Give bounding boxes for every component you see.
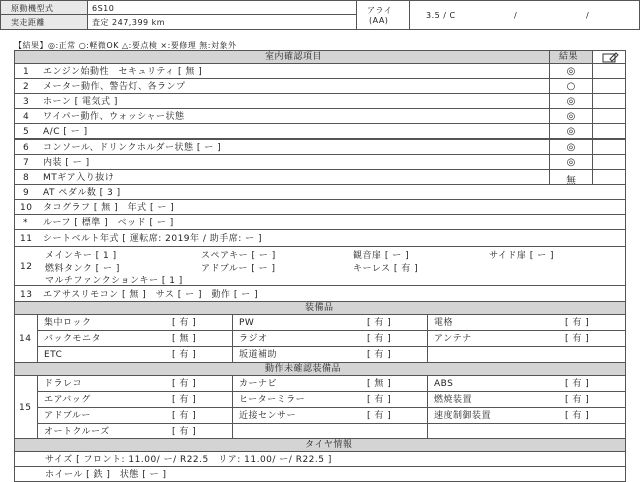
equipment-name: ラジオ: [239, 334, 268, 344]
equipment-value: [ 有 ]: [172, 350, 197, 360]
equipment-cell: [427, 391, 626, 408]
inspection-row: [14, 154, 550, 170]
unconfirmed-no-cell: [14, 375, 38, 439]
keyless: キーレス [ 有 ]: [353, 264, 419, 274]
row-label: 内装 [ ー ]: [43, 157, 90, 168]
equipment-cell: [37, 330, 233, 347]
inspection-row: [14, 169, 550, 185]
inspection-title-cell: [14, 50, 550, 64]
unconfirmed-title-cell: [14, 362, 626, 376]
unconfirmed-title: 動作未確認装備品: [265, 364, 342, 374]
row-no: 3: [23, 97, 30, 108]
row-11: [14, 229, 626, 247]
door-kannon: 観音扉 [ ー ]: [353, 251, 410, 261]
equipment-name: 近接センサー: [239, 411, 297, 421]
equipment-cell: [37, 407, 233, 424]
row-no: 12: [20, 262, 33, 272]
equipment-cell: [232, 330, 428, 347]
equipment-cell: [37, 314, 233, 331]
row-9: [14, 184, 626, 200]
equipment-cell: [427, 375, 626, 392]
result-mark: ◎: [566, 141, 576, 153]
equipment-name: 速度制御装置: [434, 411, 492, 421]
row-label: A/C [ ー ]: [43, 127, 88, 138]
result-mark: ◎: [566, 126, 576, 138]
equipment-value: [ 有 ]: [367, 395, 392, 405]
result-legend: 【結果】◎:正常 ○:軽微OK △:要点検 ×:要修理 無:対象外: [14, 41, 237, 50]
row-label: シートベルト年式 [ 運転席: 2019年 / 助手席: ー ]: [43, 234, 263, 244]
equipment-name: バックモニタ: [44, 334, 102, 344]
inspection-title: 室内確認項目: [265, 52, 323, 62]
equipment-value: [ 有 ]: [367, 350, 392, 360]
tire-wheel: ホイール [ 鉄 ] 状態 [ ー ]: [45, 470, 167, 480]
tire-title: タイヤ情報: [305, 440, 353, 450]
equipment-value: [ 有 ]: [172, 411, 197, 421]
blank-cell: [592, 78, 626, 94]
align-label-cell: [356, 0, 410, 30]
row-13: [14, 285, 626, 302]
equipment-value: [ 有 ]: [172, 395, 197, 405]
equipment-name: ヒーターミラー: [239, 395, 306, 405]
equipment-value: [ 有 ]: [565, 411, 590, 421]
result-mark: ◎: [566, 156, 576, 168]
engine-model-label-cell: [0, 0, 88, 15]
equipment-name: エアバッグ: [44, 395, 91, 405]
equipment-no-cell: [14, 314, 38, 363]
row-label: メーター動作、警告灯、各ランプ: [43, 82, 186, 93]
unconfirmed-no: 15: [19, 403, 32, 413]
align-slash-2: /: [586, 11, 590, 20]
row-label: エアサスリモコン [ 無 ] サス [ ー ] 動作 [ ー ]: [43, 290, 259, 300]
result-mark: ◎: [566, 96, 576, 108]
equipment-no: 14: [19, 334, 32, 344]
engine-model-label: 原動機型式: [11, 4, 54, 13]
inspection-row: [14, 78, 550, 94]
blank-cell: [592, 93, 626, 109]
blank-cell: [592, 63, 626, 79]
equipment-cell: [37, 391, 233, 408]
key-main: メインキー [ 1 ]: [45, 251, 117, 261]
equipment-value: [ 有 ]: [565, 379, 590, 389]
equipment-cell: [232, 391, 428, 408]
blank-cell: [592, 139, 626, 155]
equipment-cell: [232, 346, 428, 363]
clipboard-icon: [601, 52, 619, 63]
row-label: ルーフ [ 標準 ] ベッド [ ー ]: [43, 218, 174, 228]
equipment-name: カーナビ: [239, 379, 278, 389]
row-roof: [14, 214, 626, 230]
result-cell: [549, 78, 593, 94]
equipment-cell: [427, 346, 626, 363]
door-side: サイド扉 [ ー ]: [489, 251, 554, 261]
blank-cell: [592, 154, 626, 170]
equipment-name: ETC: [44, 350, 63, 360]
equipment-cell: [427, 330, 626, 347]
result-cell: [549, 139, 593, 155]
row-no: 11: [20, 234, 33, 244]
result-mark: ◎: [566, 111, 576, 123]
equipment-value: [ 有 ]: [367, 318, 392, 328]
align-label-sub: (AA): [369, 16, 389, 25]
equipment-name: 坂道補助: [239, 350, 278, 360]
equipment-value: [ 無 ]: [367, 379, 392, 389]
row-label: タコグラフ [ 無 ] 年式 [ ー ]: [43, 203, 175, 213]
equipment-value: [ 有 ]: [565, 318, 590, 328]
equipment-value: [ 有 ]: [172, 379, 197, 389]
equipment-name: 燃焼装置: [434, 395, 473, 405]
result-cell: [549, 108, 593, 124]
equipment-name: PW: [239, 318, 255, 328]
adblue: アドブルー [ ー ]: [201, 264, 276, 274]
row-label: コンソール、ドリンクホルダー状態 [ ー ]: [43, 142, 222, 153]
result-cell: [549, 93, 593, 109]
result-cell: [549, 169, 593, 185]
row-no: 2: [23, 82, 30, 93]
multi-function-key: マルチファンクションキー [ 1 ]: [45, 276, 183, 286]
row-label: ワイパー動作、ウォッシャー状態: [43, 112, 185, 123]
key-spare: スペアキー [ ー ]: [201, 251, 276, 261]
row-12: [14, 246, 626, 286]
result-mark: ○: [566, 81, 576, 93]
align-label: アライ: [367, 6, 393, 15]
equipment-name: 電格: [434, 318, 454, 328]
tire-size: サイズ [ フロント: 11.00/ ー/ R22.5 リア: 11.00/ ー/ R22.5 ]: [45, 455, 332, 465]
align-slash-1: /: [514, 11, 518, 20]
inspection-row: [14, 93, 550, 109]
result-cell: [549, 154, 593, 170]
odometer-value-cell: [87, 14, 357, 30]
equipment-name: アドブルー: [44, 411, 91, 421]
equipment-cell: [37, 375, 233, 392]
result-cell: [549, 63, 593, 79]
equipment-title-cell: [14, 301, 626, 315]
row-label: ホーン [ 電気式 ]: [43, 97, 118, 108]
inspection-row: [14, 108, 550, 124]
align-value-cell: [409, 0, 640, 30]
row-no: 1: [23, 67, 30, 77]
equipment-value: [ 有 ]: [172, 318, 197, 328]
equipment-name: ドラレコ: [44, 379, 83, 389]
odometer-label: 実走距離: [11, 18, 45, 27]
odometer-label-cell: [0, 14, 88, 30]
result-mark: ◎: [566, 66, 576, 77]
result-cell: [549, 123, 593, 139]
row-10: [14, 199, 626, 215]
tire-size-row: [14, 451, 626, 467]
tire-title-cell: [14, 438, 626, 452]
equipment-cell: [232, 375, 428, 392]
equipment-cell: [232, 314, 428, 331]
engine-model-value-cell: [87, 0, 357, 15]
row-no: *: [23, 218, 28, 228]
equipment-value: [ 有 ]: [367, 334, 392, 344]
row-label: AT ペダル数 [ 3 ]: [43, 188, 121, 198]
equipment-name: アンテナ: [434, 334, 472, 344]
equipment-cell: [427, 314, 626, 331]
odometer-value: 査定 247,399 km: [92, 18, 166, 27]
blank-cell: [592, 123, 626, 139]
fuel-tank: 燃料タンク [ ー ]: [45, 264, 120, 274]
engine-model-value: 6S10: [92, 4, 115, 13]
equipment-title: 装備品: [305, 303, 334, 313]
row-no: 4: [23, 112, 30, 123]
equipment-value: [ 有 ]: [565, 334, 590, 344]
equipment-value: [ 有 ]: [172, 427, 197, 437]
row-no: 10: [20, 203, 33, 213]
align-value: 3.5 / C: [426, 11, 456, 20]
row-no: 9: [23, 188, 30, 198]
equipment-name: 集中ロック: [44, 318, 92, 328]
equipment-cell: [37, 346, 233, 363]
row-no: 6: [23, 142, 30, 153]
row-no: 7: [23, 157, 30, 168]
edit-cell: [592, 50, 626, 64]
result-header: 結果: [559, 52, 579, 62]
inspection-row: [14, 123, 550, 139]
result-mark: 無: [566, 175, 576, 187]
equipment-cell: [232, 407, 428, 424]
inspection-row: [14, 139, 550, 155]
row-no: 13: [20, 290, 33, 300]
equipment-value: [ 無 ]: [172, 334, 197, 344]
row-no: 8: [23, 172, 30, 183]
equipment-cell: [427, 407, 626, 424]
result-header-cell: [549, 50, 593, 64]
row-label: MTギア入り抜け: [43, 172, 115, 183]
equipment-value: [ 有 ]: [367, 411, 392, 421]
blank-cell: [592, 169, 626, 185]
inspection-row: [14, 63, 550, 79]
equipment-name: オートクルーズ: [44, 427, 110, 437]
equipment-name: ABS: [434, 379, 454, 389]
row-label: エンジン始動性 セキュリティ [ 無 ]: [43, 67, 203, 77]
row-no: 5: [23, 127, 30, 138]
blank-cell: [592, 108, 626, 124]
equipment-value: [ 有 ]: [565, 395, 590, 405]
